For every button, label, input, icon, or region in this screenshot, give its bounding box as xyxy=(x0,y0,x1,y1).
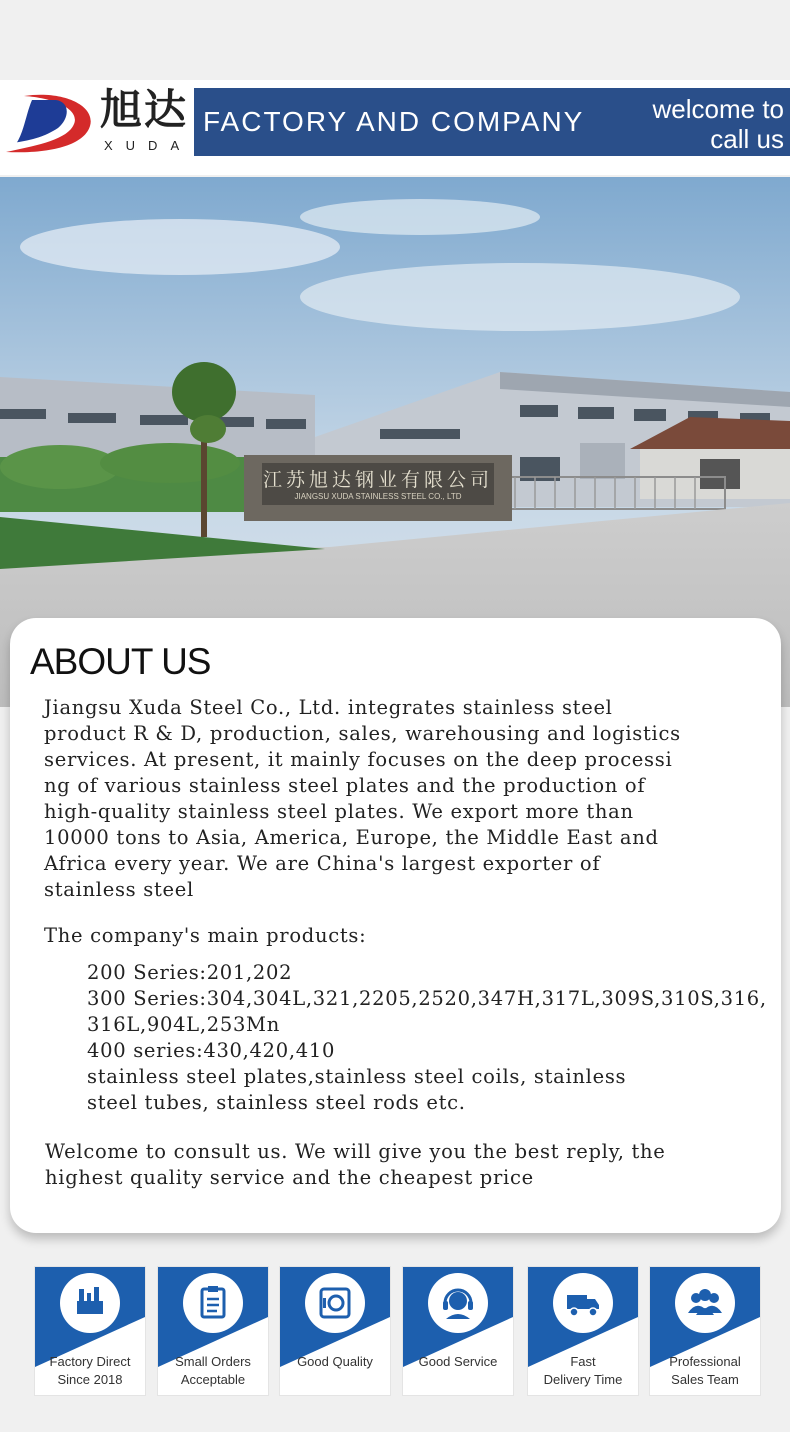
intro-line: Jiangsu Xuda Steel Co., Ltd. integrates stainless steel xyxy=(44,696,613,719)
sign-chinese-text: 江苏旭达钢业有限公司 xyxy=(262,469,494,491)
product-line: steel tubes, stainless steel rods etc. xyxy=(87,1091,466,1114)
about-title: ABOUT US xyxy=(30,641,211,682)
intro-line: high-quality stainless steel plates. We export more than xyxy=(44,800,634,823)
intro-line: ng of various stainless steel plates and the production of xyxy=(44,774,646,797)
feature-label-line2: Sales Team xyxy=(671,1372,739,1387)
intro-line: services. At present, it mainly focuses on the deep processi xyxy=(44,748,673,771)
logo-english-name: XUDA xyxy=(104,138,193,153)
headset-icon xyxy=(403,1267,513,1395)
intro-line: product R & D, production, sales, warehousing and logistics xyxy=(44,722,681,745)
feature-card xyxy=(34,1266,146,1396)
feature-card xyxy=(527,1266,639,1396)
banner-title: FACTORY AND COMPANY xyxy=(203,106,585,137)
feature-card xyxy=(649,1266,761,1396)
products-heading: The company's main products: xyxy=(44,924,367,947)
product-line: 200 Series:201,202 xyxy=(87,961,293,984)
feature-label-line1: Fast xyxy=(570,1354,596,1369)
sign-english-text: JIANGSU XUDA STAINLESS STEEL CO., LTD xyxy=(294,492,462,501)
intro-line: 10000 tons to Asia, America, Europe, the Middle East and xyxy=(44,826,659,849)
safe-icon xyxy=(280,1267,390,1395)
feature-label-line1: Small Orders xyxy=(175,1354,251,1369)
feature-label-line2: Delivery Time xyxy=(543,1372,623,1387)
welcome-line-2: call us xyxy=(710,124,784,154)
product-line: 316L,904L,253Mn xyxy=(87,1013,280,1036)
feature-label-line1: Professional xyxy=(669,1354,741,1369)
welcome-line-1: welcome to xyxy=(652,94,784,124)
feature-card xyxy=(279,1266,391,1396)
feature-label-line1: Good Quality xyxy=(297,1354,373,1369)
closing-line: highest quality service and the cheapest price xyxy=(45,1166,534,1189)
feature-label-line2: Since 2018 xyxy=(57,1372,123,1387)
closing-line: Welcome to consult us. We will give you the best reply, the xyxy=(45,1140,666,1163)
top-spacer xyxy=(0,0,790,80)
intro-line: stainless steel xyxy=(44,878,194,901)
logo-d-icon xyxy=(4,88,94,156)
feature-card xyxy=(402,1266,514,1396)
feature-card xyxy=(157,1266,269,1396)
feature-strip xyxy=(34,1266,764,1396)
intro-line: Africa every year. We are China's largest exporter of xyxy=(44,852,601,875)
product-line: 300 Series:304,304L,321,2205,2520,347H,317L,309S,310S,316, xyxy=(87,987,767,1010)
header-banner xyxy=(194,88,790,156)
feature-label-line1: Factory Direct xyxy=(49,1354,131,1369)
product-line: 400 series:430,420,410 xyxy=(87,1039,336,1062)
logo-chinese-name: 旭达 xyxy=(100,85,189,134)
product-line: stainless steel plates,stainless steel coils, stainless xyxy=(87,1065,627,1088)
feature-label-line2: Acceptable xyxy=(180,1372,246,1387)
feature-label-line1: Good Service xyxy=(418,1354,498,1369)
